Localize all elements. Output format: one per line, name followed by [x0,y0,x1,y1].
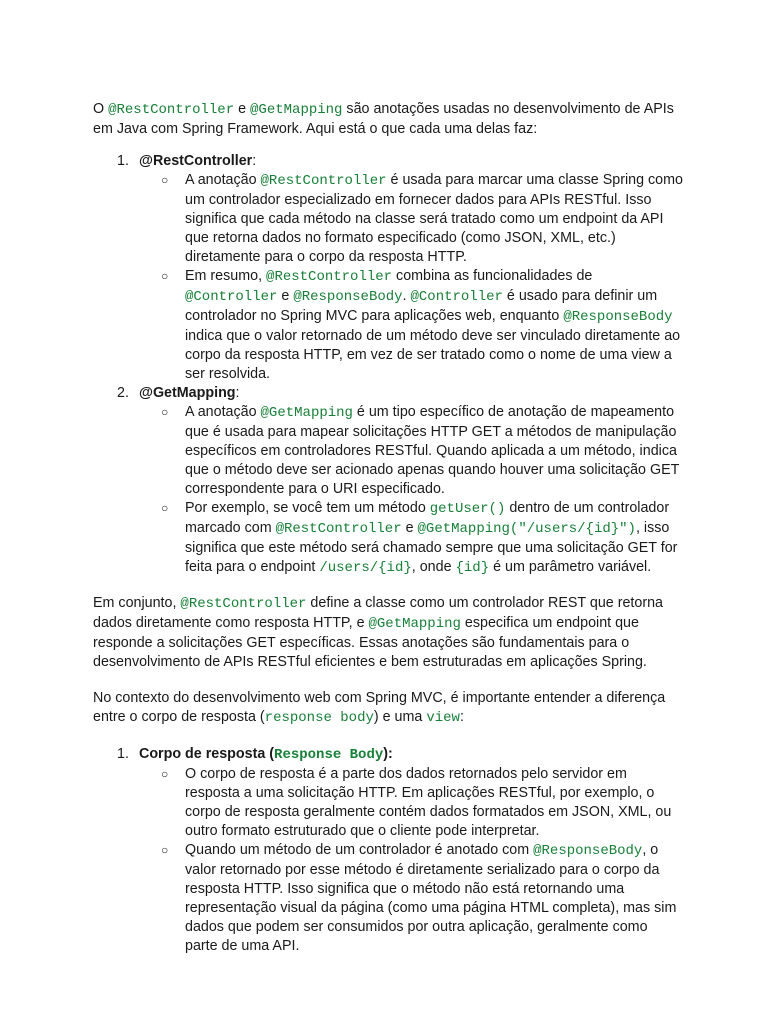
code-span: @ResponseBody [563,309,673,325]
summary-paragraph [93,594,683,672]
code-span: @RestController [275,521,402,537]
text: No contexto do desenvolvimento web com Spring MVC, é importante entender a diferença entre o corpo de resposta ( [93,690,666,725]
text: combina as funcionalidades de [392,268,593,284]
code-span: @ResponseBody [293,289,403,305]
code-span: @Controller [410,289,503,305]
text: ): [383,746,393,762]
annotations-list [93,152,683,578]
text: especifica um endpoint que responde a solicitações GET específicas. Essas anotações são fundamentais para o desenvolvimento de APIs RESTful eficientes e bem estruturadas em aplicações Spring. [93,615,647,670]
code-span: @GetMapping [368,616,461,632]
text: e [234,101,251,117]
code-span: @RestController [260,173,387,189]
text: . [402,288,411,304]
text: Em resumo, [185,268,267,284]
bullet-item [93,765,683,841]
text: é usada para marcar uma classe Spring como um controlador especializado em fornecer dados para APIs RESTful. Isso significa que cada método na classe será tratado como um endpoint da API que retorna dados no formato especificado (como JSON, XML, etc.) diretamente para o corpo da resposta HTTP. [185,172,683,265]
bullet-icon: ○ [161,843,169,857]
text: é um tipo específico de anotação de mapeamento que é usada para mapear solicitações HTTP GET a métodos de manipulação específicos em controladores RESTful. Quando aplicada a um método, indica que o método deve ser acionado apenas quando houver uma solicitação GET correspondente para o URI especificado. [185,404,680,497]
code-response-body: Response Body [274,747,384,763]
text: : [459,709,464,725]
response-list [93,745,683,956]
text: A anotação [185,172,261,188]
text: indica que o valor retornado de um método deve ser vinculado diretamente ao corpo da resposta HTTP, em vez de ser tratado como o nome de uma view a ser resolvida. [185,328,681,382]
text: define a classe como um controlador REST que retorna dados diretamente como resposta HTTP, e [93,595,664,631]
code-span: {id} [455,560,490,576]
text: O [93,101,109,117]
text: A anotação [185,404,261,420]
text: , isso significa que este método será chamado sempre que uma solicitação GET for feita para o endpoint [185,520,678,575]
bullet-icon: ○ [161,501,169,515]
text: ) e uma [373,709,427,725]
list-item-getmapping [93,384,683,403]
intro-paragraph [93,100,683,139]
text: : [235,385,240,401]
item-title: Corpo de resposta ( [139,746,275,762]
code-span: response body [264,710,374,726]
list-item-response-body [93,745,683,765]
bullet-text [185,841,683,956]
text: é usado para definir um controlador no Spring MVC para aplicações web, enquanto [185,288,658,324]
bullet-text [185,171,683,267]
code-span: @Controller [185,289,278,305]
bullet-text [185,499,683,578]
text: dentro de um controlador marcado com [185,500,670,536]
code-getmapping: @GetMapping [250,102,343,118]
text: Em conjunto, [93,595,181,611]
bullet-icon: ○ [161,269,169,283]
bullet-item [93,267,683,384]
bullet-icon: ○ [161,405,169,419]
text: e [401,520,418,536]
list-number: 1. [117,153,129,169]
text: : [252,153,257,169]
list-number: 2. [117,385,129,401]
code-span: @ResponseBody [533,843,643,859]
code-span: @RestController [180,596,307,612]
bullet-item [93,171,683,267]
bullet-text [185,403,683,499]
list-number: 1. [117,746,129,762]
text: , o valor retornado por esse método é diretamente serializado para o corpo da resposta HTTP. Isso significa que o método não está retornando uma representação visual da página (como uma página HTML completa), mas sim dados que podem ser consumidos por outra aplicação, geralmente como parte de uma API. [185,842,677,954]
bullet-icon: ○ [161,173,169,187]
bullet-text: O corpo de resposta é a parte dos dados retornados pelo servidor em resposta a uma solicitação HTTP. Em aplicações RESTful, por exemplo, o corpo de resposta geralmente contém dados formatados em JSON, XML, ou outro formato estruturado que o cliente pode interpretar. [185,766,672,839]
text: , onde [411,559,456,575]
text: e [277,288,294,304]
bullet-icon: ○ [161,767,169,781]
text: Quando um método de um controlador é anotado com [185,842,534,858]
bullet-item [93,841,683,956]
text: Por exemplo, se você tem um método [185,500,430,516]
code-span: /users/{id} [319,560,412,576]
code-span: @GetMapping("/users/{id}") [417,521,636,537]
bullet-item [93,403,683,499]
code-restcontroller: @RestController [108,102,235,118]
text: são anotações usadas no desenvolvimento de APIs em Java com Spring Framework. Aqui está o que cada uma delas faz: [93,101,674,137]
code-span: getUser() [429,501,506,517]
code-span: @RestController [266,269,393,285]
item-title: @RestController [139,153,253,169]
code-span: @GetMapping [260,405,353,421]
list-item-restcontroller [93,152,683,171]
context-paragraph [93,689,683,728]
bullet-item [93,499,683,578]
code-span: view [426,710,460,726]
text: é um parâmetro variável. [489,559,652,575]
bullet-text [185,267,683,384]
document-page [93,100,683,956]
item-title: @GetMapping [139,385,236,401]
